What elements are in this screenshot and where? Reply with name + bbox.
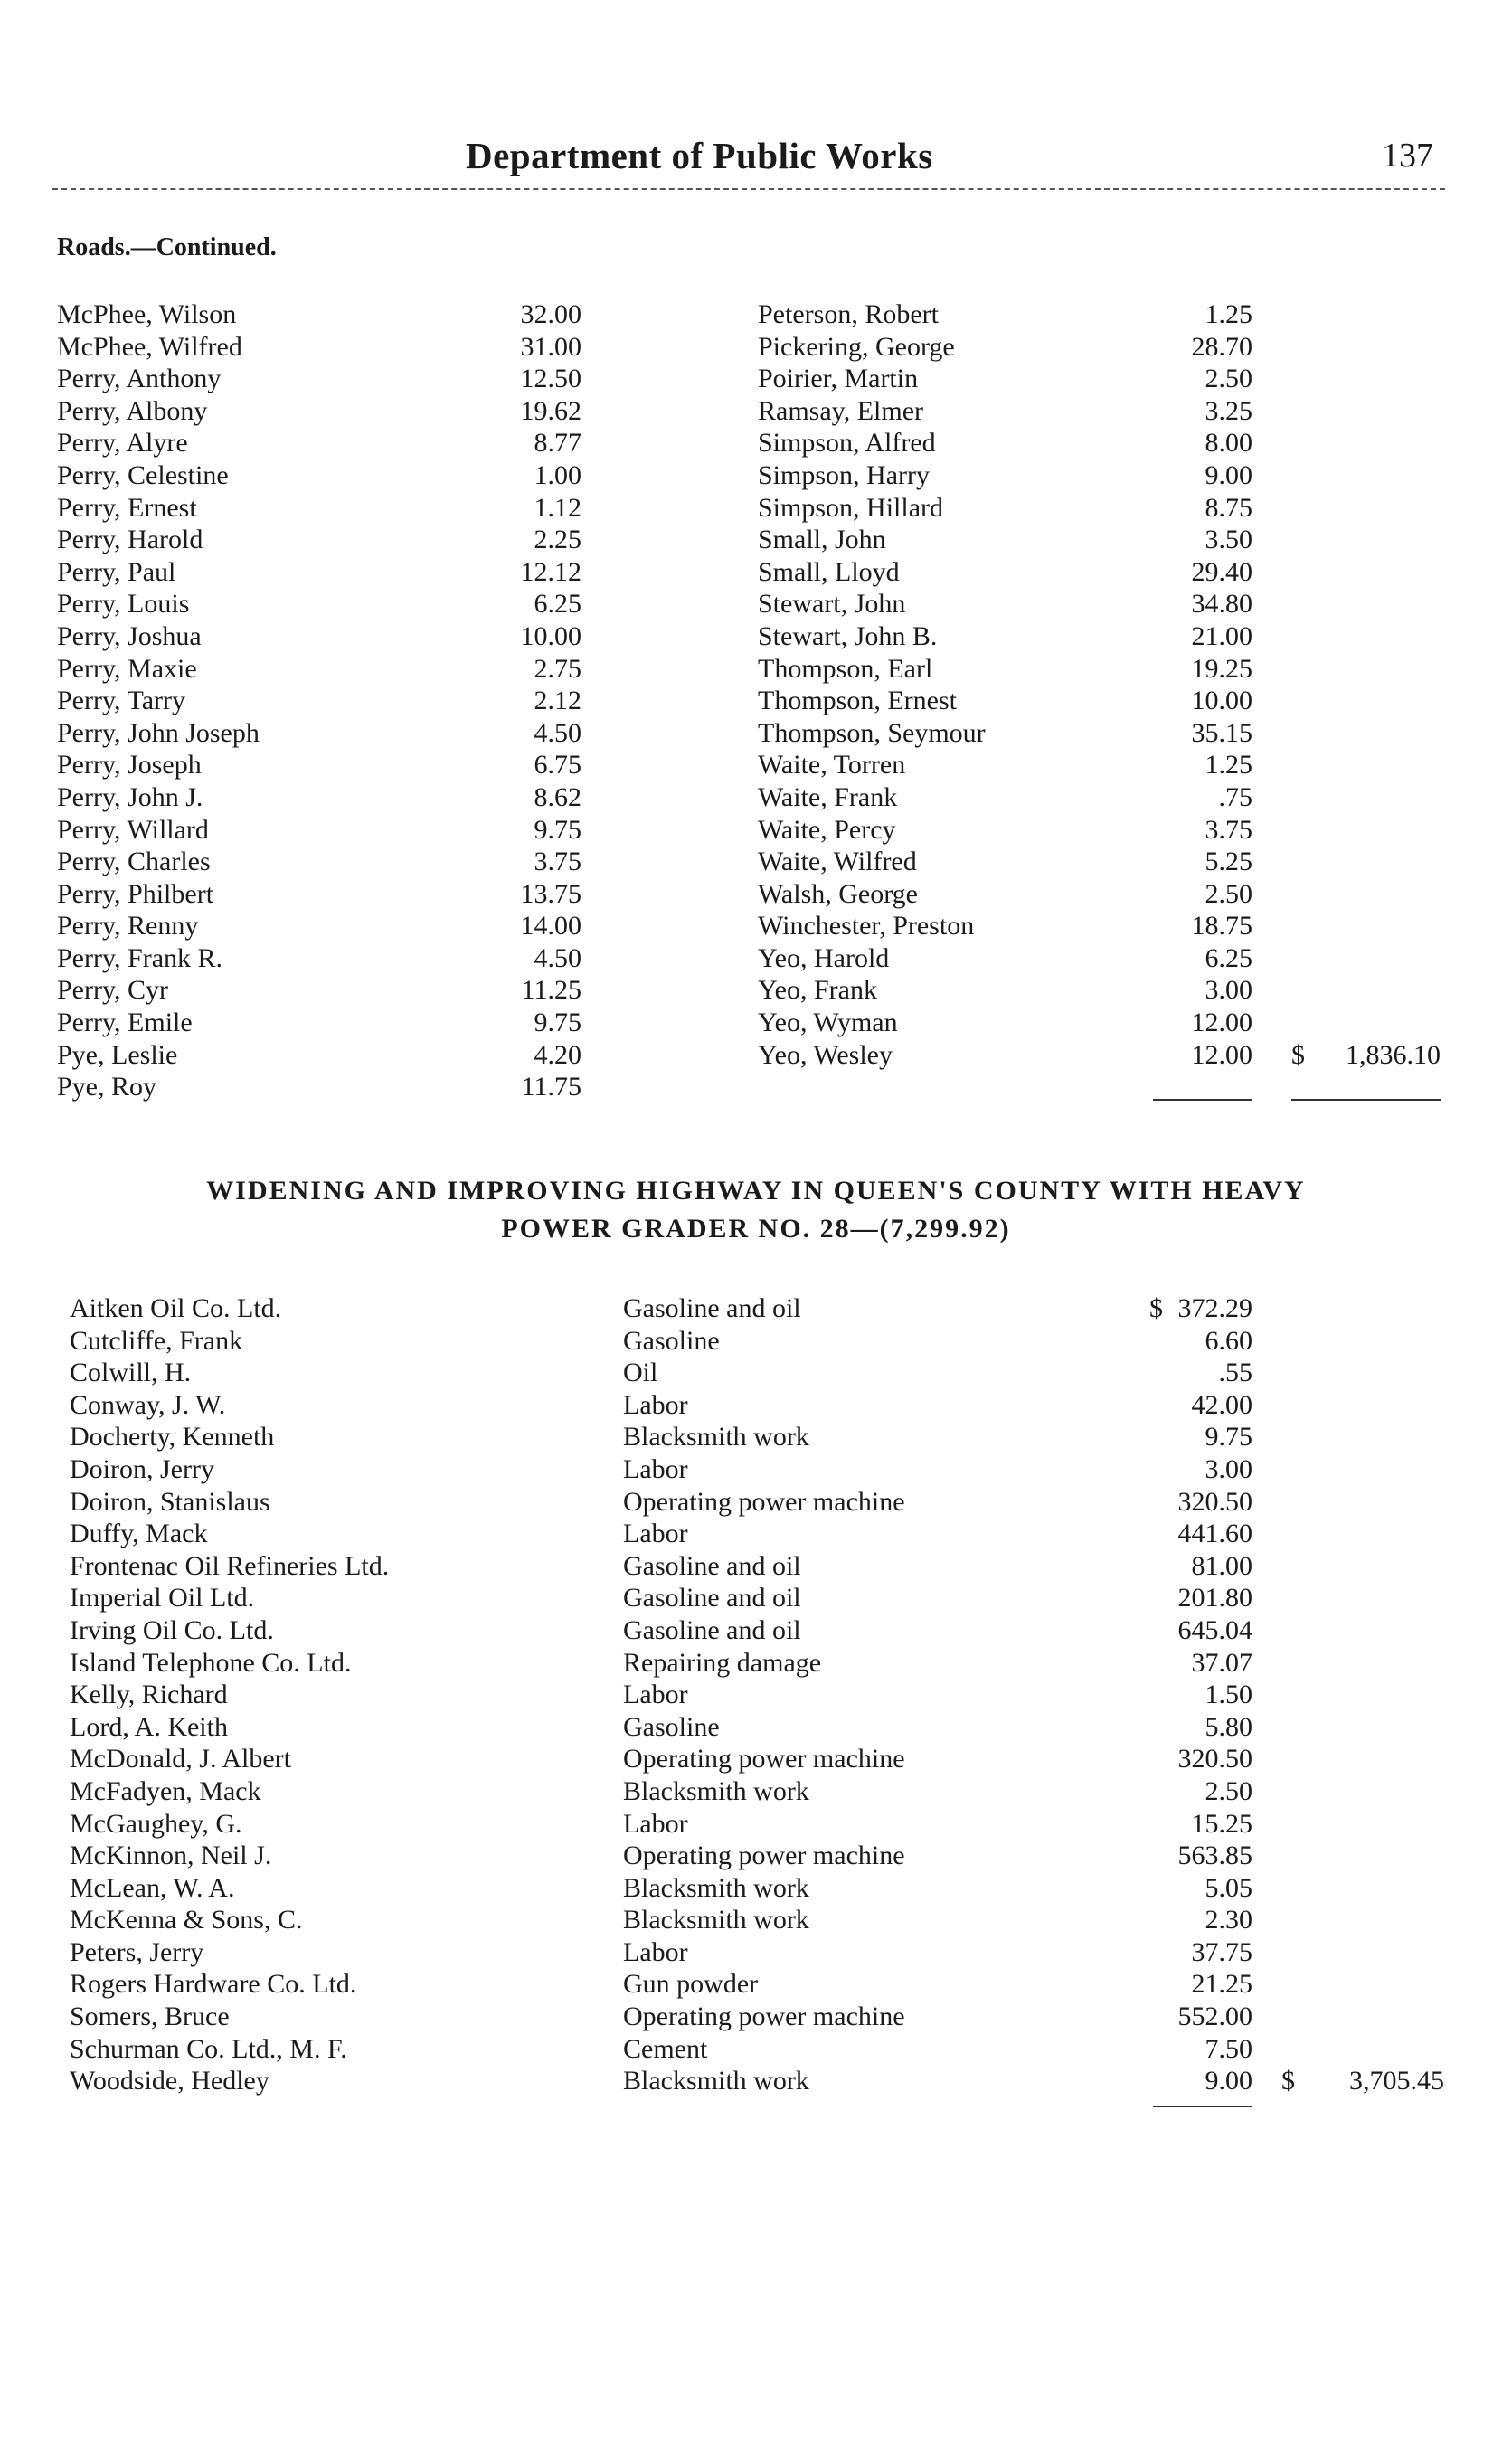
list-item [57,427,600,459]
entry-amount: 2.30 [1205,1905,1252,1936]
section-total: 1,836.10 [1346,1039,1441,1070]
entry-amount: 9.75 [534,1008,581,1038]
entry-amount: 8.77 [534,428,581,459]
entry-amount: 11.25 [521,975,581,1006]
entry-amount: 13.75 [520,878,581,909]
section-total: 3,705.45 [1349,2066,1444,2097]
entry-amount: 6.25 [1205,942,1252,973]
entry-description: Gasoline and oil [623,1614,801,1645]
list-item [758,331,1445,364]
entry-name: Perry, Emile [57,1008,193,1038]
list-item [57,1071,600,1103]
entry-name: Simpson, Harry [758,459,930,490]
list-item [57,942,600,975]
entry-amount: 1.25 [1205,299,1252,329]
entry-name: Lord, A. Keith [70,1711,228,1742]
entry-description: Operating power machine [623,2002,905,2032]
entry-name: Stewart, John B. [758,620,938,651]
entry-amount: 10.00 [1191,686,1252,716]
list-item [758,717,1445,750]
entry-name: Perry, John J. [57,781,203,812]
entry-amount: 3.75 [534,847,581,877]
entry-name: Perry, Philbert [57,878,214,909]
entry-amount: 19.25 [1191,653,1252,684]
entry-amount: 2.50 [1205,1775,1252,1806]
entry-amount: 35.15 [1191,717,1252,748]
entry-amount: 19.62 [520,395,581,426]
entry-amount: 2.12 [534,686,581,716]
entry-name: Perry, Joshua [57,620,202,651]
table-row [70,1711,1444,1744]
entry-name: Colwill, H. [70,1358,192,1388]
entry-name: Perry, John Joseph [57,717,260,748]
list-item [758,974,1445,1007]
entry-name: Perry, Celestine [57,459,229,490]
entry-name: Doiron, Stanislaus [70,1486,270,1517]
entry-name: Perry, Ernest [57,492,197,523]
total-currency: $ [1291,1039,1305,1070]
entry-description: Gasoline and oil [623,1583,801,1614]
entry-description: Blacksmith work [623,1905,809,1936]
list-item [758,814,1445,847]
entry-name: Perry, Harold [57,525,203,555]
list-item [57,749,600,781]
entry-name: Small, Lloyd [758,556,900,587]
table-row [70,1647,1444,1680]
entry-name: Waite, Torren [758,750,906,781]
entry-name: McPhee, Wilson [57,299,237,329]
entry-name: Perry, Alyre [57,428,188,459]
entry-name: McFadyen, Mack [70,1775,261,1806]
entry-description: Blacksmith work [623,1422,809,1453]
entry-name: McDonald, J. Albert [70,1744,291,1775]
entry-amount: 21.00 [1191,620,1252,651]
entry-amount: 372.29 [1177,1293,1252,1323]
entry-amount: 12.12 [520,556,581,587]
table-row [70,1453,1444,1486]
list-item [57,653,600,686]
entry-description: Gasoline [623,1325,720,1356]
table-row [70,1743,1444,1775]
entry-description: Labor [623,1389,688,1420]
entry-name: Stewart, John [758,589,906,620]
table-row [70,1421,1444,1453]
table-row [70,1389,1444,1422]
list-item [57,974,600,1007]
list-item [57,1007,600,1039]
entry-name: Somers, Bruce [70,2002,230,2032]
table-row [70,1968,1444,2001]
entry-description: Blacksmith work [623,1775,809,1806]
entry-name: Yeo, Frank [758,975,877,1006]
entry-amount: 1.00 [534,459,581,490]
entry-amount: 441.60 [1177,1519,1252,1549]
table-row [70,2033,1444,2066]
entry-amount: 11.75 [521,1072,581,1103]
table-row [70,1357,1444,1389]
entry-name: Small, John [758,525,886,555]
list-item [758,1039,1445,1072]
table-row [70,1808,1444,1841]
entry-name: Peterson, Robert [758,299,939,329]
entry-name: Perry, Maxie [57,653,197,684]
entry-amount: 9.75 [1205,1422,1252,1453]
entry-amount: 37.75 [1191,1936,1252,1967]
entry-description: Gasoline and oil [623,1550,801,1581]
entry-amount: 3.25 [1205,395,1252,426]
entry-amount: 6.25 [534,589,581,620]
list-item [758,749,1445,781]
entry-name: Perry, Albony [57,395,208,426]
total-underline-2 [1153,2106,1252,2107]
entry-amount: 34.80 [1191,589,1252,620]
table-row [70,1325,1444,1358]
entry-name: Cutcliffe, Frank [70,1325,243,1356]
entry-name: Poirier, Martin [758,364,919,394]
entry-amount: 320.50 [1177,1744,1252,1775]
total-currency: $ [1281,2066,1295,2097]
entry-description: Cement [623,2033,708,2064]
entry-name: Yeo, Wyman [758,1008,898,1038]
entry-name: Woodside, Hedley [70,2066,269,2097]
entry-name: Perry, Renny [57,911,199,942]
entry-name: Aitken Oil Co. Ltd. [70,1293,282,1323]
entry-name: Thompson, Earl [758,653,933,684]
entry-name: Waite, Wilfred [758,847,917,877]
section-label: Roads.—Continued. [57,233,277,261]
table-row [70,1582,1444,1614]
entry-amount: 5.25 [1205,847,1252,877]
entry-name: Simpson, Alfred [758,428,936,459]
entry-amount: 15.25 [1191,1808,1252,1839]
entry-amount: 21.25 [1191,1969,1252,2000]
table-row [70,1518,1444,1550]
list-item [758,942,1445,975]
list-item [57,846,600,878]
entry-amount: 10.00 [520,620,581,651]
entry-description: Oil [623,1358,658,1388]
entry-name: Peters, Jerry [70,1936,204,1967]
entry-name: Walsh, George [758,878,918,909]
entry-name: Docherty, Kenneth [70,1422,275,1453]
list-item [57,620,600,653]
list-item [57,524,600,556]
section-heading-line2: POWER GRADER NO. 28—(7,299.92) [501,1214,1011,1244]
section-heading-line1: WIDENING AND IMPROVING HIGHWAY IN QUEEN'S COUNTY WITH HEAVY [206,1176,1306,1206]
entry-amount: 81.00 [1191,1550,1252,1581]
table-row [70,1936,1444,1969]
list-item [57,588,600,620]
list-item [57,685,600,717]
table-row [70,1904,1444,1936]
entry-name: Perry, Tarry [57,686,186,716]
entry-amount: 8.75 [1205,492,1252,523]
left-column [57,298,600,1103]
entry-amount: 12.50 [520,364,581,394]
list-item [57,814,600,847]
entry-description: Blacksmith work [623,2066,809,2097]
entry-amount: 32.00 [520,299,581,329]
entry-amount: 3.00 [1205,975,1252,1006]
entry-name: Perry, Paul [57,556,176,587]
entry-name: Ramsay, Elmer [758,395,924,426]
entry-name: Thompson, Ernest [758,686,957,716]
list-item [758,524,1445,556]
list-item [758,685,1445,717]
entry-amount: 8.00 [1205,428,1252,459]
entry-name: Waite, Frank [758,781,898,812]
entry-description: Repairing damage [623,1647,822,1678]
entry-description: Blacksmith work [623,1872,809,1903]
entry-amount: 5.80 [1205,1711,1252,1742]
entry-amount: 320.50 [1177,1486,1252,1517]
list-item [758,298,1445,331]
entry-amount: 563.85 [1177,1841,1252,1871]
expense-table [70,1292,1444,2097]
entry-name: Pickering, George [758,331,955,362]
entry-name: Rogers Hardware Co. Ltd. [70,1969,357,2000]
table-row [70,2065,1444,2097]
table-row [70,1872,1444,1905]
entry-description: Labor [623,1453,688,1484]
list-item [758,878,1445,911]
entry-description: Labor [623,1808,688,1839]
list-item [57,878,600,911]
entry-amount: 552.00 [1177,2002,1252,2032]
list-item [57,459,600,492]
entry-amount: 12.00 [1191,1008,1252,1038]
entry-name: Frontenac Oil Refineries Ltd. [70,1550,390,1581]
entry-amount: 29.40 [1191,556,1252,587]
entry-amount: 3.50 [1205,525,1252,555]
entry-name: Simpson, Hillard [758,492,944,523]
table-row [70,1775,1444,1808]
total-underline-1b [1291,1099,1441,1101]
list-item [758,556,1445,589]
entry-name: McPhee, Wilfred [57,331,242,362]
entry-amount: 2.25 [534,525,581,555]
list-item [758,653,1445,686]
entry-amount: 8.62 [534,781,581,812]
table-row [70,1292,1444,1325]
entry-name: McLean, W. A. [70,1872,235,1903]
entry-name: Yeo, Harold [758,942,890,973]
entry-name: Conway, J. W. [70,1389,226,1420]
list-item [57,395,600,428]
entry-description: Labor [623,1519,688,1549]
table-row [70,1840,1444,1872]
entry-amount: 9.00 [1205,2066,1252,2097]
entry-name: Doiron, Jerry [70,1453,214,1484]
list-item [57,781,600,814]
list-item [57,556,600,589]
entry-name: Perry, Cyr [57,975,169,1006]
entry-amount: 2.75 [534,653,581,684]
right-column [758,298,1445,1071]
list-item [57,492,600,525]
entry-amount: 5.05 [1205,1872,1252,1903]
entry-amount: 14.00 [520,911,581,942]
entry-name: McKenna & Sons, C. [70,1905,303,1936]
entry-name: Island Telephone Co. Ltd. [70,1647,352,1678]
entry-amount: 37.07 [1191,1647,1252,1678]
entry-name: Waite, Percy [758,814,896,845]
list-item [57,298,600,331]
entry-amount: 12.00 [1191,1039,1252,1070]
entry-amount: 42.00 [1191,1389,1252,1420]
entry-description: Operating power machine [623,1744,905,1775]
entry-amount: 6.60 [1205,1325,1252,1356]
entry-amount: 28.70 [1191,331,1252,362]
entry-amount: 2.50 [1205,364,1252,394]
list-item [758,395,1445,428]
list-item [758,363,1445,395]
entry-amount: 645.04 [1177,1614,1252,1645]
entry-name: Kelly, Richard [70,1680,228,1710]
list-item [758,1007,1445,1039]
table-row [70,1614,1444,1647]
entry-amount: 4.50 [534,717,581,748]
entry-amount: 4.50 [534,942,581,973]
entry-name: Perry, Frank R. [57,942,223,973]
entry-description: Labor [623,1936,688,1967]
list-item [57,717,600,750]
entry-description: Gasoline and oil [623,1293,801,1323]
entry-name: Schurman Co. Ltd., M. F. [70,2033,347,2064]
entry-name: Perry, Willard [57,814,209,845]
entry-amount: 31.00 [520,331,581,362]
entry-name: Pye, Leslie [57,1039,178,1070]
entry-description: Gun powder [623,1969,759,2000]
list-item [758,781,1445,814]
table-row [70,1486,1444,1519]
entry-name: McKinnon, Neil J. [70,1841,272,1871]
entry-amount: 6.75 [534,750,581,781]
entry-amount: 1.12 [534,492,581,523]
entry-name: Irving Oil Co. Ltd. [70,1614,274,1645]
entry-description: Operating power machine [623,1841,905,1871]
table-row [70,1679,1444,1711]
entry-name: Yeo, Wesley [758,1039,893,1070]
entry-amount: 18.75 [1191,911,1252,942]
page-title: Department of Public Works [466,135,933,176]
entry-amount: 2.50 [1205,878,1252,909]
table-row [70,2001,1444,2033]
entry-currency: $ [1149,1293,1163,1323]
list-item [57,331,600,364]
total-underline-1a [1153,1099,1252,1101]
header-rule [52,188,1445,190]
entry-name: Perry, Louis [57,589,190,620]
list-item [758,846,1445,878]
page-number: 137 [1382,137,1433,175]
list-item [758,588,1445,620]
entry-description: Operating power machine [623,1486,905,1517]
list-item [758,427,1445,459]
entry-name: Perry, Anthony [57,364,222,394]
entry-name: Winchester, Preston [758,911,975,942]
list-item [758,910,1445,942]
entry-name: Perry, Joseph [57,750,202,781]
entry-description: Labor [623,1680,688,1710]
entry-amount: 3.00 [1205,1453,1252,1484]
entry-name: McGaughey, G. [70,1808,242,1839]
entry-amount: .75 [1218,781,1252,812]
list-item [57,910,600,942]
entry-amount: 7.50 [1205,2033,1252,2064]
list-item [758,459,1445,492]
entry-amount: 4.20 [534,1039,581,1070]
entry-name: Pye, Roy [57,1072,157,1103]
entry-name: Perry, Charles [57,847,211,877]
entry-name: Duffy, Mack [70,1519,208,1549]
entry-amount: 9.00 [1205,459,1252,490]
list-item [57,363,600,395]
entry-amount: 3.75 [1205,814,1252,845]
list-item [758,492,1445,525]
entry-amount: .55 [1218,1358,1252,1388]
list-item [57,1039,600,1072]
entry-name: Imperial Oil Ltd. [70,1583,255,1614]
list-item [758,620,1445,653]
entry-name: Thompson, Seymour [758,717,986,748]
entry-amount: 9.75 [534,814,581,845]
entry-amount: 1.50 [1205,1680,1252,1710]
entry-amount: 201.80 [1177,1583,1252,1614]
table-row [70,1550,1444,1583]
entry-amount: 1.25 [1205,750,1252,781]
entry-description: Gasoline [623,1711,720,1742]
